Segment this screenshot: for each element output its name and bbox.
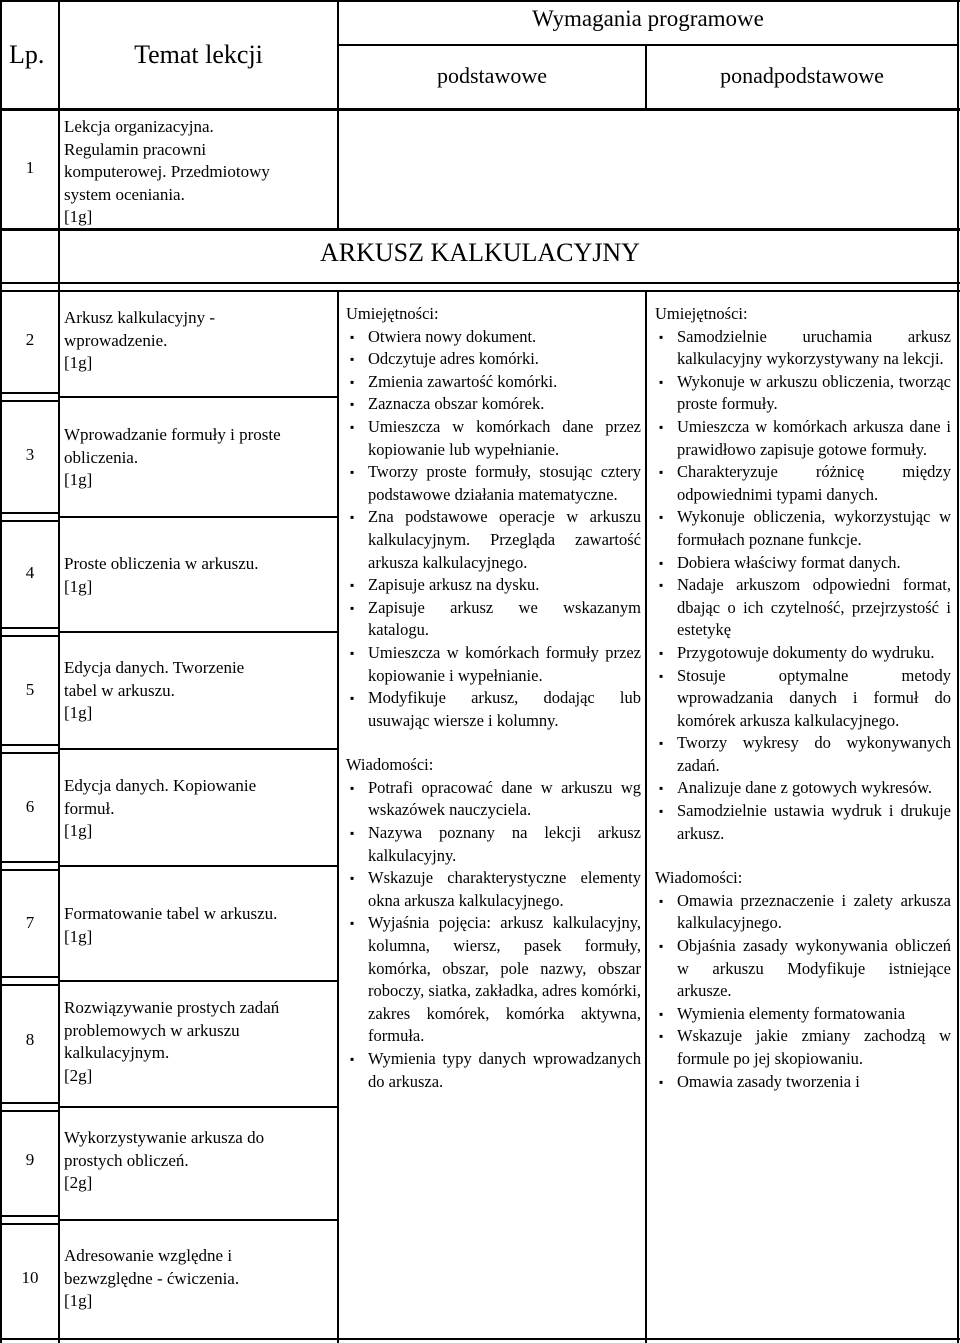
header-advanced: ponadpodstawowe	[720, 63, 884, 88]
lesson-line: Rozwiązywanie prostych zadań	[64, 998, 280, 1017]
lesson-line: [2g]	[64, 1173, 93, 1192]
lesson-line: Arkusz kalkulacyjny -	[64, 308, 216, 327]
lesson-line: [1g]	[64, 576, 93, 596]
advanced-requirements	[655, 303, 951, 1093]
row-number: 6	[25, 797, 35, 816]
lesson-line: bezwzględne - ćwiczenia.	[64, 1268, 240, 1288]
knowledge-label: Wiadomości:	[346, 755, 434, 775]
lesson-line: Formatowanie tabel w arkuszu.	[64, 904, 278, 923]
list-item: ▪ Modyfikuje arkusz, dodając lub usuwając wiersze i kolumny.	[346, 687, 641, 732]
lesson-line: komputerowej. Przedmiotowy	[64, 162, 270, 181]
row-number: 2	[25, 330, 35, 349]
list-item: ▪ Wykonuje w arkuszu obliczenia, tworząc proste formuły.	[655, 371, 951, 416]
header-basic: podstawowe	[437, 63, 547, 88]
skills-label: Umiejętności:	[346, 304, 439, 323]
lesson-topic	[64, 775, 256, 843]
list-item: ▪ Zapisuje arkusz we wskazanym katalogu.	[346, 597, 641, 642]
list-item: ▪ Umieszcza w komórkach dane przez kopiowanie lub wypełnianie.	[346, 416, 641, 461]
list-item: ▪ Wyjaśnia pojęcia: arkusz kalkulacyjny, kolumna, wiersz, pasek formuły, komórka, obszar, pole nazwy, obszar roboczy, siatka, zakładka, adres komórki, zakres komórek, komórka aktywna, formuła.	[346, 912, 641, 1048]
lesson-topic	[64, 116, 270, 229]
lesson-line: Wprowadzanie formuły i proste	[64, 425, 281, 444]
basic-requirements	[346, 303, 641, 1093]
list-item: ▪ Wykonuje obliczenia, wykorzystując w formułach poznane funkcje.	[655, 506, 951, 551]
lesson-line: tabel w arkuszu.	[64, 680, 175, 700]
row-number: 4	[25, 563, 35, 582]
lesson-line: wprowadzenie.	[64, 330, 168, 350]
knowledge-list	[346, 777, 641, 1093]
list-item: ▪ Zmienia zawartość komórki.	[346, 371, 641, 394]
row-number: 9	[25, 1150, 35, 1169]
lesson-topic	[64, 553, 259, 598]
lesson-line: [1g]	[64, 1291, 93, 1310]
list-item: ▪ Odczytuje adres komórki.	[346, 348, 641, 371]
list-item: ▪ Wymienia typy danych wprowadzanych do arkusza.	[346, 1048, 641, 1093]
lesson-line: kalkulacyjnym.	[64, 1043, 170, 1062]
row-number: 1	[25, 158, 35, 177]
list-item: ▪ Tworzy proste formuły, stosując cztery podstawowe działania matematyczne.	[346, 461, 641, 506]
lesson-line: Lekcja organizacyjna.	[64, 117, 214, 136]
skills-label: Umiejętności:	[655, 304, 748, 323]
lesson-line: Edycja danych. Kopiowanie	[64, 776, 257, 795]
skills-list	[346, 326, 641, 733]
row-number: 10	[21, 1268, 39, 1287]
section-title: ARKUSZ KALKULACYJNY	[320, 238, 640, 267]
list-item: ▪ Tworzy wykresy do wykonywanych zadań.	[655, 732, 951, 777]
knowledge-list	[655, 890, 951, 1093]
knowledge-label: Wiadomości:	[655, 868, 743, 888]
lesson-line: [1g]	[64, 703, 93, 722]
lesson-line: Adresowanie względne i	[64, 1246, 233, 1265]
lesson-line: [2g]	[64, 1065, 93, 1085]
list-item: ▪ Otwiera nowy dokument.	[346, 326, 641, 349]
list-item: ▪ Nadaje arkuszom odpowiedni format, dbając o ich czytelność, przejrzystość i estetykę	[655, 574, 951, 642]
lesson-line: Wykorzystywanie arkusza do	[64, 1128, 265, 1147]
list-item: ▪ Umieszcza w komórkach arkusza dane i prawidłowo zapisuje gotowe formuły.	[655, 416, 951, 461]
lesson-line: Edycja danych. Tworzenie	[64, 658, 245, 677]
lesson-line: [1g]	[64, 926, 93, 946]
list-item: ▪ Omawia zasady tworzenia i	[655, 1071, 951, 1094]
lesson-line: [1g]	[64, 470, 93, 489]
lesson-topic	[64, 1245, 239, 1313]
list-item: ▪ Samodzielnie uruchamia arkusz kalkulacyjny wykorzystywany na lekcji.	[655, 326, 951, 371]
lesson-line: [1g]	[64, 821, 93, 840]
list-item: ▪ Wymienia elementy formatowania	[655, 1003, 951, 1026]
list-item: ▪ Nazywa poznany na lekcji arkusz kalkulacyjny.	[346, 822, 641, 867]
lesson-line: formuł.	[64, 798, 115, 818]
list-item: ▪ Umieszcza w komórkach formuły przez kopiowanie i wypełnianie.	[346, 642, 641, 687]
lesson-topic	[64, 424, 281, 492]
row-number: 8	[25, 1030, 35, 1049]
list-item: ▪ Potrafi opracować dane w arkuszu wg wskazówek nauczyciela.	[346, 777, 641, 822]
header-topic: Temat lekcji	[134, 40, 263, 69]
row-number: 3	[25, 445, 35, 464]
list-item: ▪ Analizuje dane z gotowych wykresów.	[655, 777, 951, 800]
row-number: 5	[25, 680, 35, 699]
lesson-topic	[64, 903, 277, 948]
list-item: ▪ Wskazuje charakterystyczne elementy okna arkusza kalkulacyjnego.	[346, 867, 641, 912]
list-item: ▪ Samodzielnie ustawia wydruk i drukuje arkusz.	[655, 800, 951, 845]
list-item: ▪ Zaznacza obszar komórek.	[346, 393, 641, 416]
lesson-topic	[64, 997, 279, 1087]
list-item: ▪ Wskazuje jakie zmiany zachodzą w formule po jej skopiowaniu.	[655, 1025, 951, 1070]
list-item: ▪ Objaśnia zasady wykonywania obliczeń w arkuszu Modyfikuje istniejące arkusze.	[655, 935, 951, 1003]
list-item: ▪ Zna podstawowe operacje w arkuszu kalkulacyjnym. Przegląda zawartość arkusza kalkulacyjnego.	[346, 506, 641, 574]
skills-list	[655, 326, 951, 846]
header-requirements: Wymagania programowe	[532, 6, 764, 31]
list-item: ▪ Charakteryzuje różnicę między odpowiednimi typami danych.	[655, 461, 951, 506]
lesson-line: prostych obliczeń.	[64, 1150, 189, 1170]
lesson-topic	[64, 1127, 264, 1195]
header-lp: Lp.	[9, 40, 45, 69]
row-number: 7	[25, 913, 35, 932]
lesson-line: system oceniania.	[64, 184, 185, 204]
lesson-line: Proste obliczenia w arkuszu.	[64, 554, 259, 573]
lesson-topic	[64, 657, 244, 725]
list-item: ▪ Zapisuje arkusz na dysku.	[346, 574, 641, 597]
list-item: ▪ Przygotowuje dokumenty do wydruku.	[655, 642, 951, 665]
lesson-line: Regulamin pracowni	[64, 139, 207, 159]
lesson-line: [1g]	[64, 353, 93, 372]
list-item: ▪ Dobiera właściwy format danych.	[655, 552, 951, 575]
list-item: ▪ Omawia przeznaczenie i zalety arkusza kalkulacyjnego.	[655, 890, 951, 935]
lesson-line: obliczenia.	[64, 447, 139, 467]
list-item: ▪ Stosuje optymalne metody wprowadzania danych i formuł do komórek arkusza kalkulacyjnego.	[655, 665, 951, 733]
lesson-line: [1g]	[64, 207, 93, 226]
lesson-line: problemowych w arkuszu	[64, 1020, 240, 1040]
lesson-topic	[64, 307, 215, 375]
